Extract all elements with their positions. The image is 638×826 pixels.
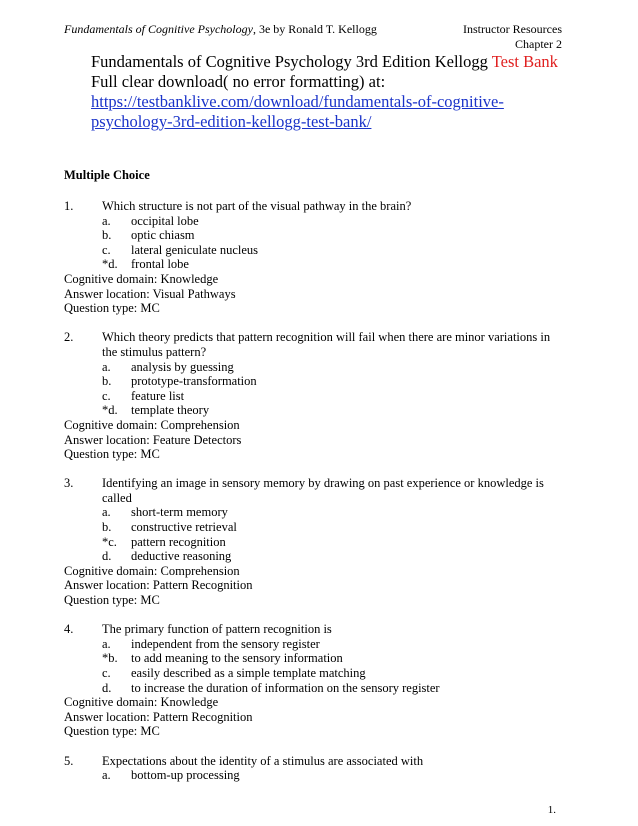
option-text: analysis by guessing (131, 359, 234, 374)
promo-download-line: Full clear download( no error formatting) at: (91, 72, 386, 91)
option-text: prototype-transformation (131, 374, 257, 389)
option-text: lateral geniculate nucleus (131, 242, 259, 257)
page-header (64, 22, 564, 51)
option-letter: d. (102, 680, 112, 695)
question-type: Question type: MC (64, 447, 160, 462)
promo-title-text: Fundamentals of Cognitive Psychology 3rd Edition Kellogg (91, 52, 492, 71)
option-text: occipital lobe (131, 213, 199, 228)
promo-block (91, 52, 571, 132)
question-5 (64, 754, 564, 783)
question-3 (64, 476, 564, 607)
option-text: to increase the duration of information on the sensory register (131, 680, 440, 695)
promo-title-highlight: Test Bank (491, 52, 558, 71)
answer-option (64, 214, 564, 229)
answer-option (64, 389, 564, 404)
option-text: short-term memory (131, 505, 228, 520)
page-number: 1. (547, 804, 556, 816)
question-type: Question type: MC (64, 724, 160, 739)
question-number: 4. (64, 622, 74, 637)
header-right (463, 22, 562, 52)
option-letter: a. (102, 213, 111, 228)
option-letter: a. (102, 636, 111, 651)
answer-option (64, 257, 564, 272)
answer-option (64, 505, 564, 520)
answer-option (64, 243, 564, 258)
option-letter: c. (102, 242, 111, 257)
option-text: deductive reasoning (131, 549, 232, 564)
option-text: feature list (131, 388, 185, 403)
option-letter: b. (102, 374, 112, 389)
question-stem (64, 754, 564, 769)
question-text: Expectations about the identity of a stimulus are associated with (102, 753, 424, 768)
question-stem (64, 622, 564, 637)
answer-option (64, 768, 564, 783)
question-number: 3. (64, 476, 74, 491)
question-domain: Cognitive domain: Comprehension (64, 563, 240, 578)
question-text: Which theory predicts that pattern recognition will fail when there are minor variations in the stimulus pattern? (102, 330, 551, 359)
option-letter: d. (102, 549, 112, 564)
option-text: constructive retrieval (131, 520, 237, 535)
header-book-title: Fundamentals of Cognitive Psychology (64, 22, 253, 36)
question-number: 1. (64, 199, 74, 213)
question-stem (64, 199, 564, 214)
question-2 (64, 330, 564, 461)
question-text: Which structure is not part of the visual pathway in the brain? (102, 199, 412, 213)
option-text: frontal lobe (131, 257, 189, 272)
question-location: Answer location: Visual Pathways (64, 286, 236, 301)
answer-option (64, 360, 564, 375)
question-type: Question type: MC (64, 301, 160, 316)
answer-option (64, 535, 564, 550)
answer-option (64, 637, 564, 652)
question-location: Answer location: Pattern Recognition (64, 709, 253, 724)
answer-option (64, 403, 564, 418)
answer-option (64, 374, 564, 389)
question-location: Answer location: Pattern Recognition (64, 578, 253, 593)
download-link[interactable]: https://testbanklive.com/download/fundamentals-of-cognitive-psychology-3rd-edition-kellogg-test-bank/ (91, 92, 504, 131)
option-letter: *d. (102, 257, 118, 272)
question-text: Identifying an image in sensory memory by drawing on past experience or knowledge is called (102, 476, 544, 505)
option-text: bottom-up processing (131, 768, 240, 783)
question-number: 2. (64, 330, 74, 345)
option-letter: *b. (102, 651, 118, 666)
option-text: independent from the sensory register (131, 636, 320, 651)
section-title: Multiple Choice (64, 168, 150, 182)
header-resource: Instructor Resources (463, 22, 562, 36)
header-book-info: , 3e by Ronald T. Kellogg (252, 22, 377, 36)
option-letter: a. (102, 359, 111, 374)
promo-title (91, 52, 571, 72)
question-1 (64, 199, 564, 316)
question-4 (64, 622, 564, 739)
option-letter: *c. (102, 534, 117, 549)
answer-option (64, 549, 564, 564)
option-letter: *d. (102, 403, 118, 418)
question-stem (64, 330, 564, 359)
option-letter: b. (102, 228, 112, 243)
option-letter: c. (102, 388, 111, 403)
option-letter: b. (102, 520, 112, 535)
question-domain: Cognitive domain: Comprehension (64, 417, 240, 432)
option-text: to add meaning to the sensory information (131, 651, 343, 666)
option-text: optic chiasm (131, 228, 195, 243)
option-text: template theory (131, 403, 210, 418)
answer-option (64, 666, 564, 681)
answer-option (64, 520, 564, 535)
header-chapter: Chapter 2 (515, 37, 562, 51)
answer-option (64, 228, 564, 243)
question-domain: Cognitive domain: Knowledge (64, 695, 219, 710)
answer-option (64, 651, 564, 666)
question-text: The primary function of pattern recognition is (102, 622, 332, 637)
option-text: easily described as a simple template matching (131, 666, 366, 680)
question-type: Question type: MC (64, 593, 160, 608)
question-number: 5. (64, 753, 74, 768)
option-letter: a. (102, 505, 111, 520)
option-letter: a. (102, 768, 111, 783)
question-stem (64, 476, 564, 505)
question-location: Answer location: Feature Detectors (64, 432, 242, 447)
answer-option (64, 681, 564, 696)
option-text: pattern recognition (131, 534, 226, 549)
question-domain: Cognitive domain: Knowledge (64, 271, 219, 286)
option-letter: c. (102, 666, 111, 680)
question-list (64, 199, 564, 797)
